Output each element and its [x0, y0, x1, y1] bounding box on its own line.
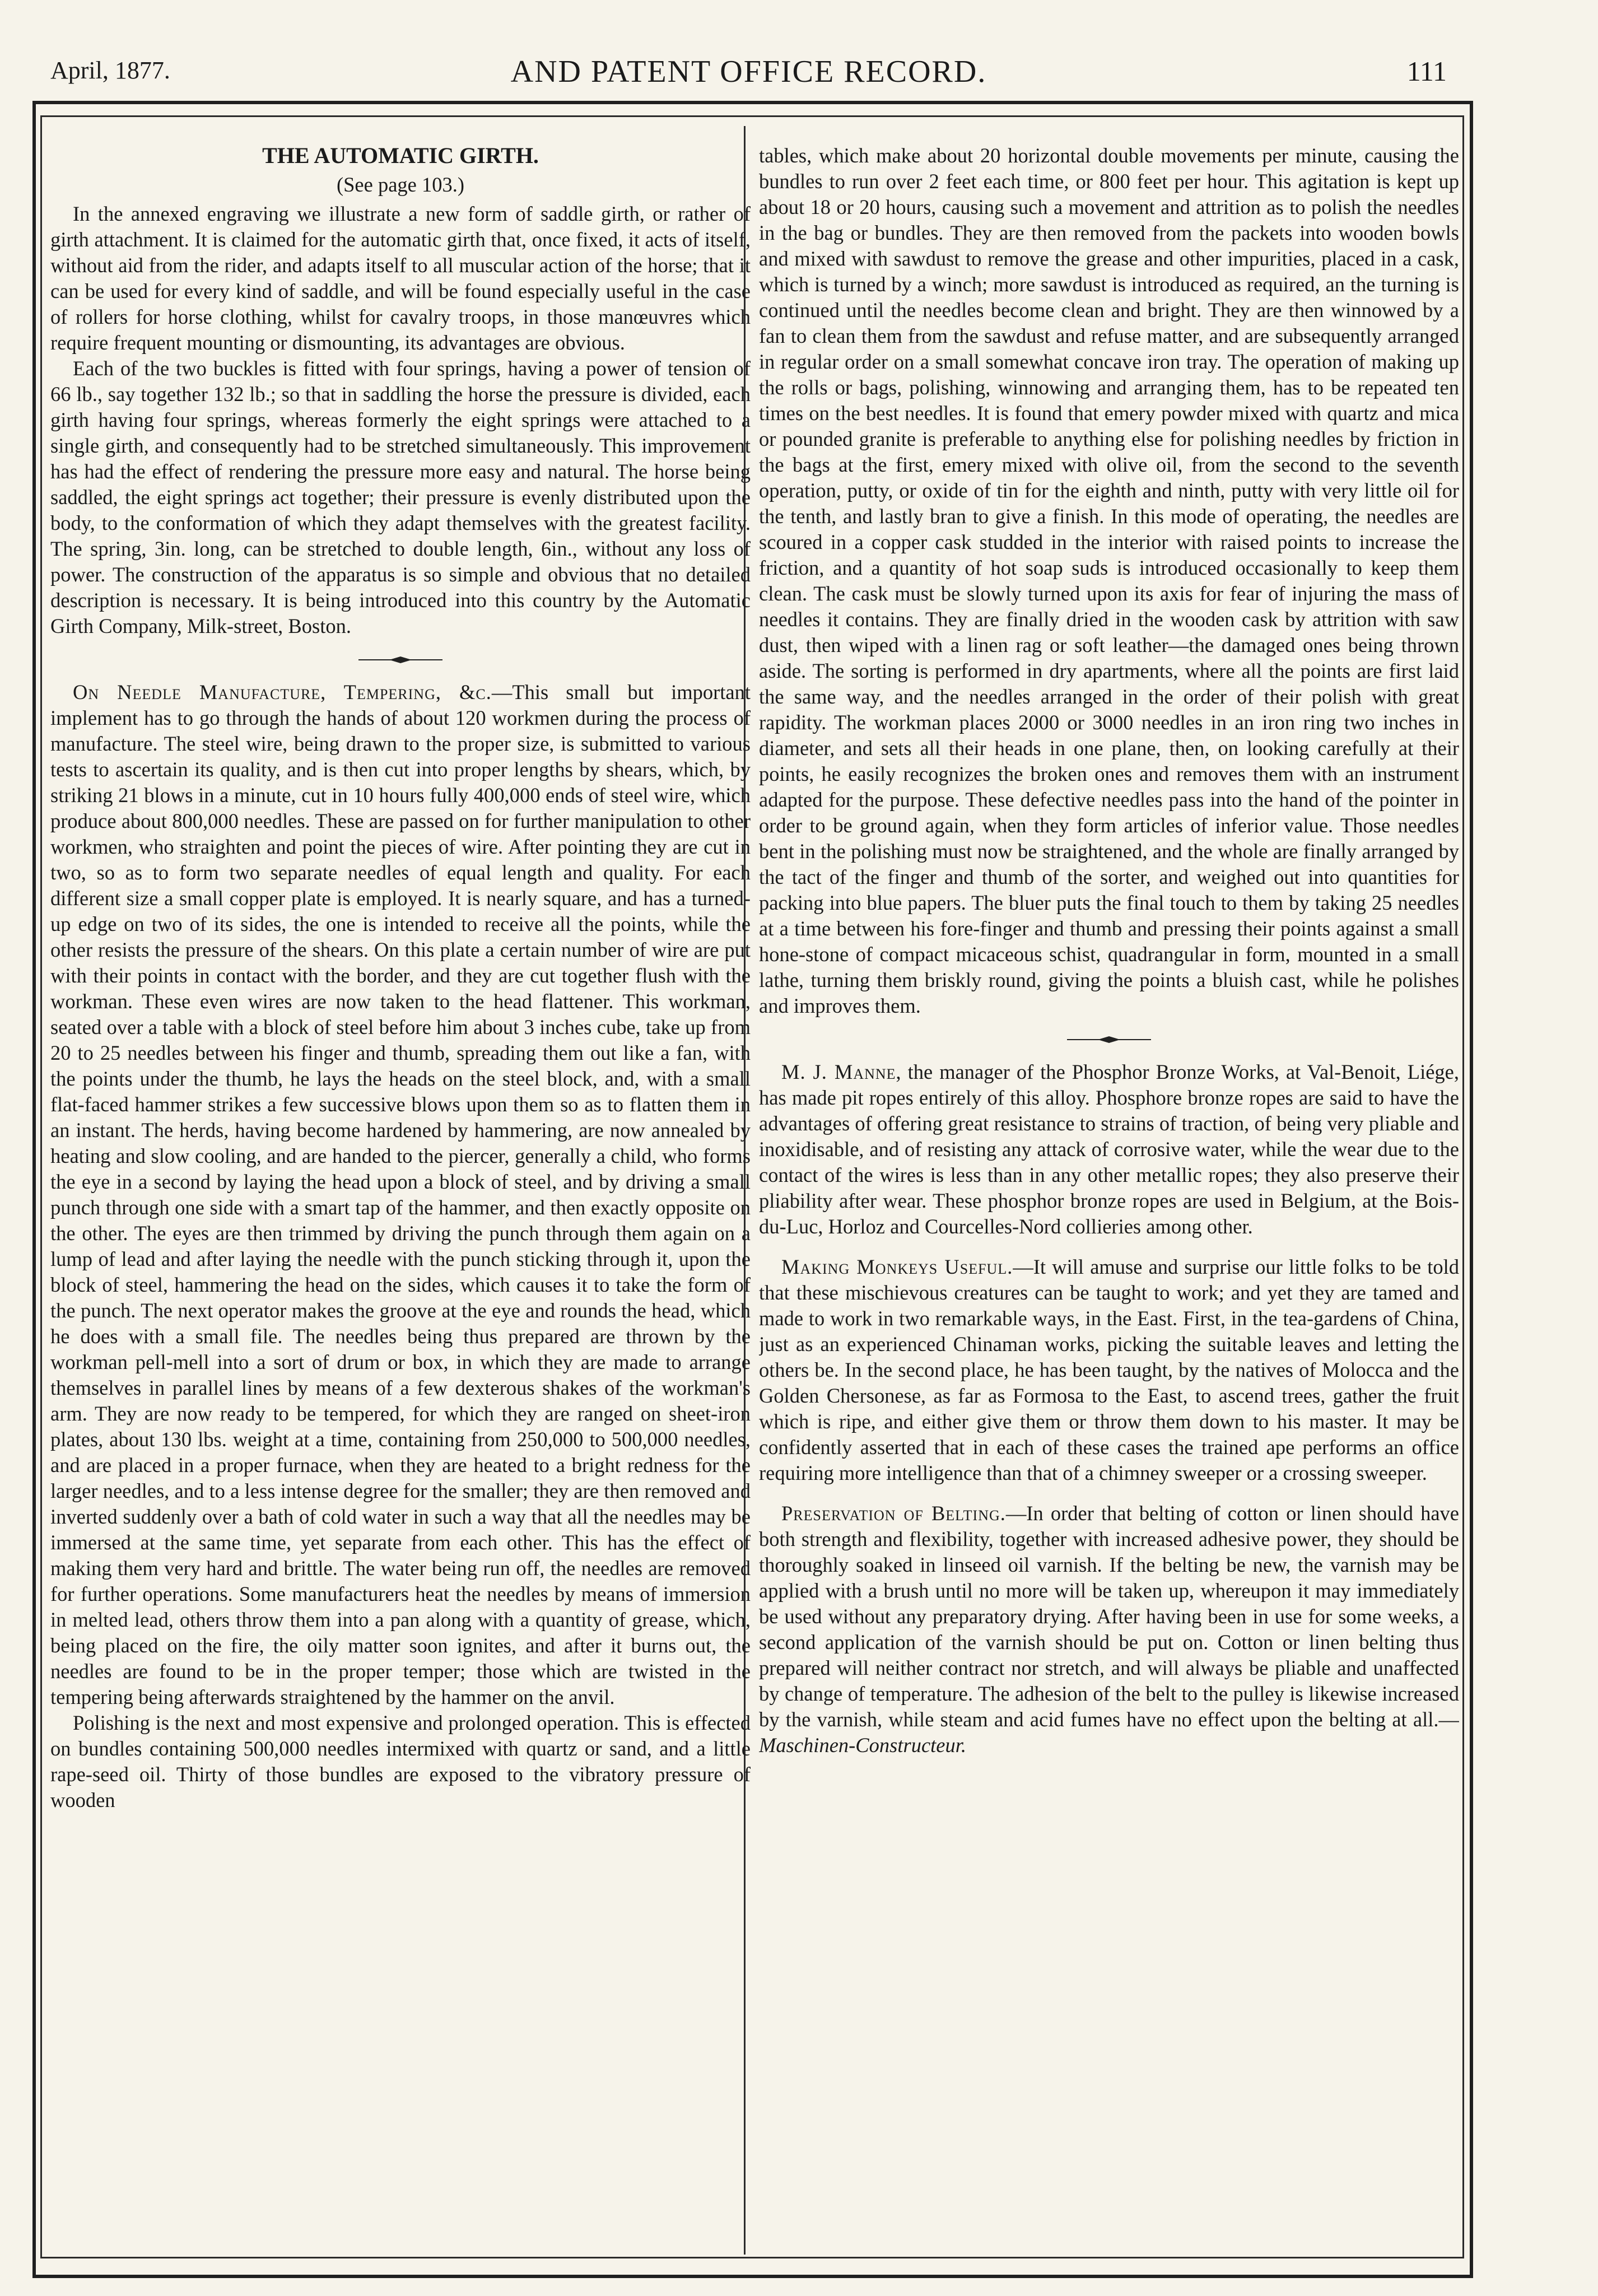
needle-paragraph-2: Polishing is the next and most expensive and prolonged operation. This is effected on bundles containing 500,000 needles intermixed with quartz or sand, and a little rape-seed oil. Thirty of those bundles are exposed to the vibratory pressure of wooden	[50, 1711, 751, 1811]
page-header	[50, 50, 1447, 95]
journal-title: AND PATENT OFFICE RECORD.	[510, 54, 987, 89]
needle-text-1: —This small but important implement has to go through the hands of about 120 workmen during the process of manufacture. The steel wire, being drawn to the proper size, is submitted to various tests to ascertain its quality, and is then cut into proper lengths by shears, which, by striking 21 blows in a minute, cut in 10 hours fully 400,000 ends of steel wire, which produce about 800,000 needles. These are passed on for further manipulation to other workmen, who straighten and point the pieces of wire. After pointing they are cut in two, so as to form two separate needles of equal length and quality. For each different size a small copper plate is employed. It is nearly square, and has a turned-up edge on two of its sides, the one is intended to receive all the points, while the other resists the pressure of the shears. On this plate a certain number of wire are put with their points in contact with the border, and they are cut together flush with the workman. These even wires are now taken to the head flattener. This workman, seated over a table with a block of steel before him about 3 inches cube, take up from 20 to 25 needles between his finger and thumb, spreading them out like a fan, with the points under the thumb, he lays the heads on the steel block, and, with a small flat-faced hammer strikes a few successive blows upon them so as to flatten them in an instant. The herds, having become hardened by hammering, are now annealed by heating and slow cooling, and are handed to the piercer, generally a child, who forms the eye in a second by laying the head upon a block of steel, and by driving a small punch through one side with a smart tap of the hammer, and then exactly opposite on the other. The eyes are then trimmed by driving the punch through them again on a lump of lead and after laying the needle with the punch sticking through it, upon the block of steel, hammering the head on the sides, which causes it to take the form of the punch. The next operator makes the groove at the eye and rounds the head, which he does with a small file. The needles being thus prepared are thrown by the workman pell-mell into a sort of drum or box, in which they are made to arrange themselves in parallel lines by means of a few dexterous shakes of the workman's arm. They are now ready to be tempered, for which they are ranged on sheet-iron plates, about 130 lbs. weight at a time, containing from 250,000 to 500,000 needles, and are placed in a proper furnace, when they are heated to a bright redness for the larger needles, and to a less intense degree for the smaller; they are then removed and inverted suddenly over a bath of cold water in such a way that all the needles may be immersed at the same time, yet separate from each other. This has the effect of making them very hard and brittle. The water being run off, the needles are removed for further operations. Some manufacturers heat the needles by means of immersion in melted lead, others throw them into a pan along with a quantity of grease, which, being placed on the fire, the oily matter soon ignites, and after it burns out, the needles are found to be in the proper temper; those which are twisted in the tempering being afterwards straightened by the hammer on the anvil.	[50, 681, 751, 1708]
left-column	[50, 143, 751, 2249]
right-column	[759, 143, 1459, 2249]
monkeys-text: —It will amuse and surprise our little folks to be told that these mischievous creatures can be taught to work; and yet they are tamed and made to work in two remarkable ways, in the East. First, in the tea-gardens of China, just as an experienced Chinaman works, picking the suitable leaves and letting the others be. In the second place, he has been taught, by the natives of Molocca and the Golden Chersonese, as far as Formosa to the East, to ascend trees, gather the fruit which is ripe, and either give them or throw them down to his master. It may be confidently asserted that in each of these cases the trained ape performs an office requiring more intelligence than that of a chimney sweeper or a crossing sweeper.	[759, 1255, 1459, 1484]
belting-text: —In order that belting of cotton or linen should have both strength and flexibility, together with increased adhesive power, they should be thoroughly soaked in linseed oil varnish. If the belting be new, the varnish may be applied with a brush until no more will be taken up, whereupon it may immediately be used without any preparatory drying. After having been in use for some weeks, a second application of the varnish should be put on. Cotton or linen belting thus prepared will neither contract nor stretch, and will always be pliable and unaffected by change of temperature. The adhesion of the belt to the pulley is likewise increased by the varnish, while steam and acid fumes have no effect upon the belting at all.—	[759, 1502, 1459, 1731]
needle-heading: On Needle Manufacture, Tempering, &c.	[73, 681, 492, 704]
ornament-divider-icon	[358, 655, 442, 665]
article-title-automatic-girth: THE AUTOMATIC GIRTH.	[262, 143, 539, 168]
belting-heading: Preservation of Belting.	[781, 1502, 1006, 1525]
bronze-text: , the manager of the Phosphor Bronze Works, at Val-Benoit, Liége, has made pit ropes entirely of this alloy. Phosphore bronze ropes are said to have the advantages of offering great resistance to strains of traction, of being very pliable and inoxidisable, and of resisting any attack of corrosive water, while the wear due to the contact of the wires is less than in any other metallic ropes; they also preserve their pliability after wear. These phosphor bronze ropes are used in Belgium, at the Bois-du-Luc, Horloz and Courcelles-Nord collieries among other.	[759, 1060, 1459, 1238]
monkeys-heading: Making Monkeys Useful.	[781, 1255, 1013, 1278]
belting-source: Maschinen-Constructeur.	[759, 1734, 967, 1757]
issue-date: April, 1877.	[50, 57, 170, 84]
needle-paragraph-1	[50, 679, 751, 1710]
monkeys-paragraph	[759, 1254, 1459, 1486]
girth-paragraph-1: In the annexed engraving we illustrate a new form of saddle girth, or rather of girth attachment. It is claimed for the automatic girth that, once fixed, it acts of itself, without aid from the rider, and adapts itself to all muscular action of the horse; that it can be used for every kind of saddle, and will be found especially useful in the case of rollers for horse clothing, whilst for cavalry troops, in those manœuvres which require frequent mounting or dismounting, its advantages are obvious.	[50, 202, 751, 354]
girth-paragraph-2: Each of the two buckles is fitted with four springs, having a power of tension of 66 lb., say together 132 lb.; so that in saddling the horse the pressure is divided, each girth having four springs, whereas formerly the eight springs were attached to a single girth, and consequently had to be stretched simultaneously. This improvement has had the effect of rendering the pressure more easy and natural. The horse being saddled, the eight springs act together; their pressure is evenly distributed upon the body, to the conformation of which they adapt themselves with the greatest facility. The spring, 3in. long, can be stretched to double length, 6in., without any loss of power. The construction of the apparatus is so simple and obvious that no detailed description is necessary. It is being introduced into this country by the Automatic Girth Company, Milk-street, Boston.	[50, 357, 751, 637]
belting-paragraph	[759, 1501, 1459, 1758]
bronze-heading: M. J. Manne	[781, 1060, 896, 1083]
page-number: 111	[1406, 55, 1447, 87]
bronze-paragraph	[759, 1059, 1459, 1240]
article-page-reference: (See page 103.)	[336, 173, 465, 196]
ornament-divider-icon	[1067, 1035, 1151, 1045]
needle-continuation: tables, which make about 20 horizontal double movements per minute, causing the bundles to run over 2 feet each time, or 800 feet per hour. This agitation is kept up about 18 or 20 hours, causing such a movement and attrition as to polish the needles in the bag or bundles. They are then removed from the packets into wooden bowls and mixed with sawdust to remove the grease and other impurities, placed in a cask, which is turned by a winch; more sawdust is introduced as required, an the turning is continued until the needles become clean and bright. They are then winnowed by a fan to clean them from the sawdust and refuse matter, and are subsequently arranged in regular order on a small somewhat concave iron tray. The operation of making up the rolls or bags, polishing, winnowing and arranging them, has to be repeated ten times on the best needles. It is found that emery powder mixed with quartz and mica or pounded granite is preferable to anything else for polishing needles by friction in the bags at the first, emery mixed with olive oil, from the second to the seventh operation, putty, or oxide of tin for the eighth and ninth, putty with very little oil for the tenth, and lastly bran to give a finish. In this mode of operating, the needles are scoured in a copper cask studded in the interior with raised points to increase the friction, and a quantity of hot soap suds is introduced occasionally to keep them clean. The cask must be slowly turned upon its axis for fear of injuring the mass of needles it contains. They are finally dried in the wooden cask by attrition with saw dust, then wiped with a linen rag or soft leather—the damaged ones being thrown aside. The sorting is performed in dry apartments, where all the points are first laid the same way, and the needles arranged in the order of their polish with great rapidity. The workman places 2000 or 3000 needles in an iron ring two inches in diameter, and sets all their heads in one plane, then, on looking carefully at their points, he easily recognizes the broken ones and removes them with an instrument adapted for the purpose. These defective needles pass into the hand of the pointer in order to be ground again, when they form articles of inferior value. Those needles bent in the polishing must now be straightened, and the whole are finally arranged by the tact of the finger and thumb of the sorter, and weighed out into quantities for packing into blue papers. The bluer puts the final touch to them by taking 25 needles at a time between his fore-finger and thumb and pressing their points against a small hone-stone of compact micaceous schist, quadrangular in form, mounted in a small lathe, turning them briskly round, giving the points a bluish cast, while he polishes and improves them.	[759, 144, 1459, 1017]
